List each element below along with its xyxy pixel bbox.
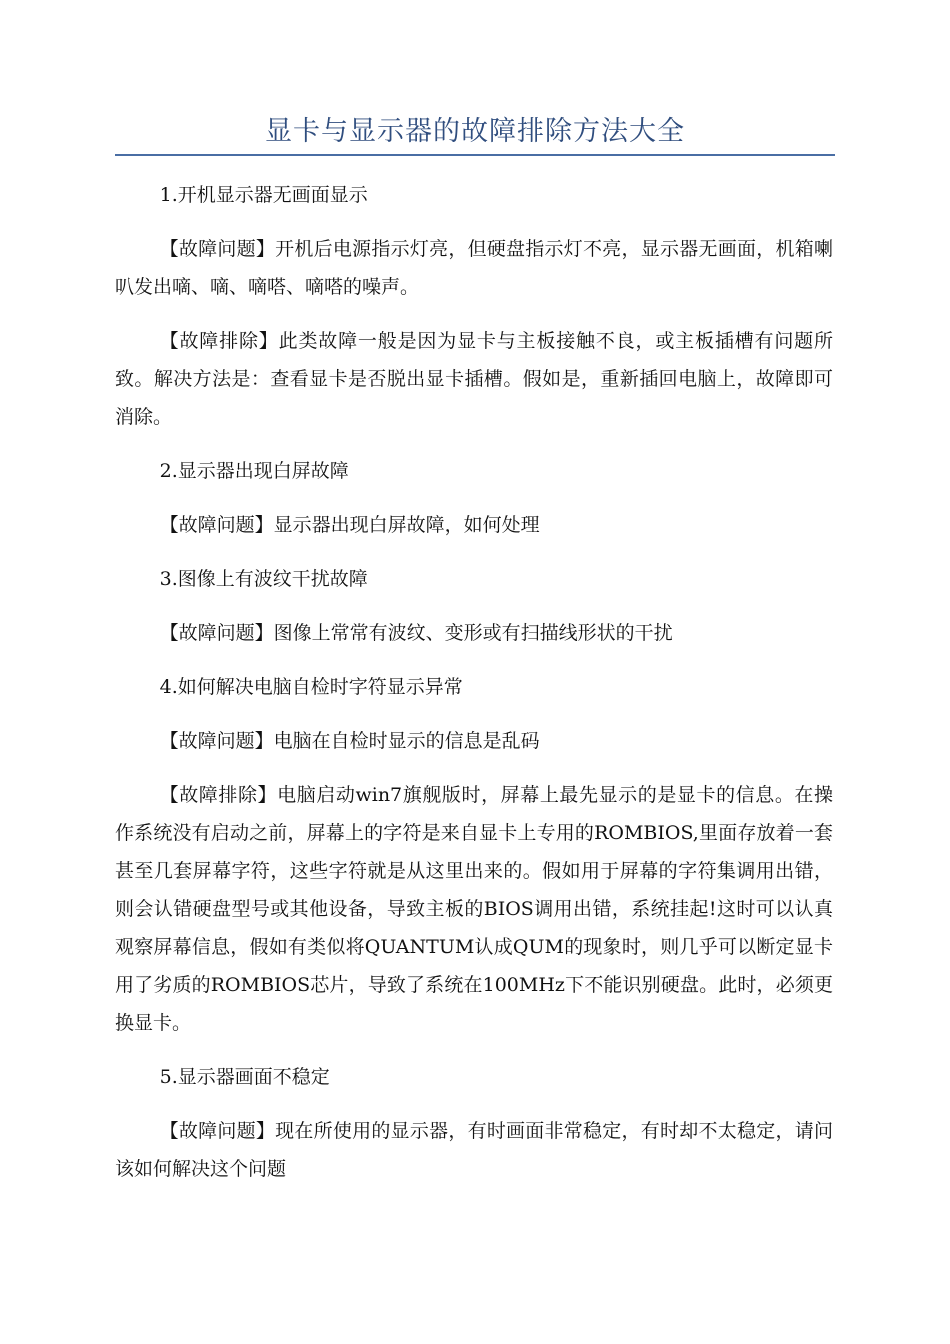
document-title: 显卡与显示器的故障排除方法大全: [265, 116, 685, 147]
paragraph-solution-4: 【故障排除】电脑启动win7旗舰版时，屏幕上最先显示的是显卡的信息。在操作系统没有启动之前，屏幕上的字符是来自显卡上专用的ROMBIOS,里面存放着一套甚至几套屏幕字符，这些字符就是从这里出来的。假如用于屏幕的字符集调用出错，则会认错硬盘型号或其他设备，导致主板的BIOS调用出错，系统挂起!这时可以认真观察屏幕信息，假如有类似将QUANTUM认成QUM的现象时，则几乎可以断定显卡用了劣质的ROMBIOS芯片，导致了系统在100MHz下不能识别硬盘。此时，必须更换显卡。: [115, 784, 833, 1034]
paragraph-problem-3: 【故障问题】图像上常常有波纹、变形或有扫描线形状的干扰: [159, 622, 673, 644]
paragraph-problem-1: 【故障问题】开机后电源指示灯亮，但硬盘指示灯不亮，显示器无画面，机箱喇叭发出嘀、嘀、嘀嗒、嘀嗒的噪声。: [115, 238, 833, 298]
paragraph-problem-5: 【故障问题】现在所使用的显示器，有时画面非常稳定，有时却不太稳定，请问该如何解决这个问题: [115, 1120, 833, 1180]
title-underline: [115, 154, 835, 156]
section-heading-1: 1.开机显示器无画面显示: [159, 184, 368, 206]
section-heading-2: 2.显示器出现白屏故障: [159, 460, 349, 482]
section-heading-3: 3.图像上有波纹干扰故障: [159, 568, 368, 590]
paragraph-problem-2: 【故障问题】显示器出现白屏故障，如何处理: [159, 514, 540, 536]
document-body: [115, 176, 833, 1204]
paragraph-problem-4: 【故障问题】电脑在自检时显示的信息是乱码: [159, 730, 540, 752]
section-heading-4: 4.如何解决电脑自检时字符显示异常: [159, 676, 463, 698]
paragraph-solution-1: 【故障排除】此类故障一般是因为显卡与主板接触不良，或主板插槽有问题所致。解决方法是：查看显卡是否脱出显卡插槽。假如是，重新插回电脑上，故障即可消除。: [115, 330, 833, 428]
section-heading-5: 5.显示器画面不稳定: [159, 1066, 330, 1088]
